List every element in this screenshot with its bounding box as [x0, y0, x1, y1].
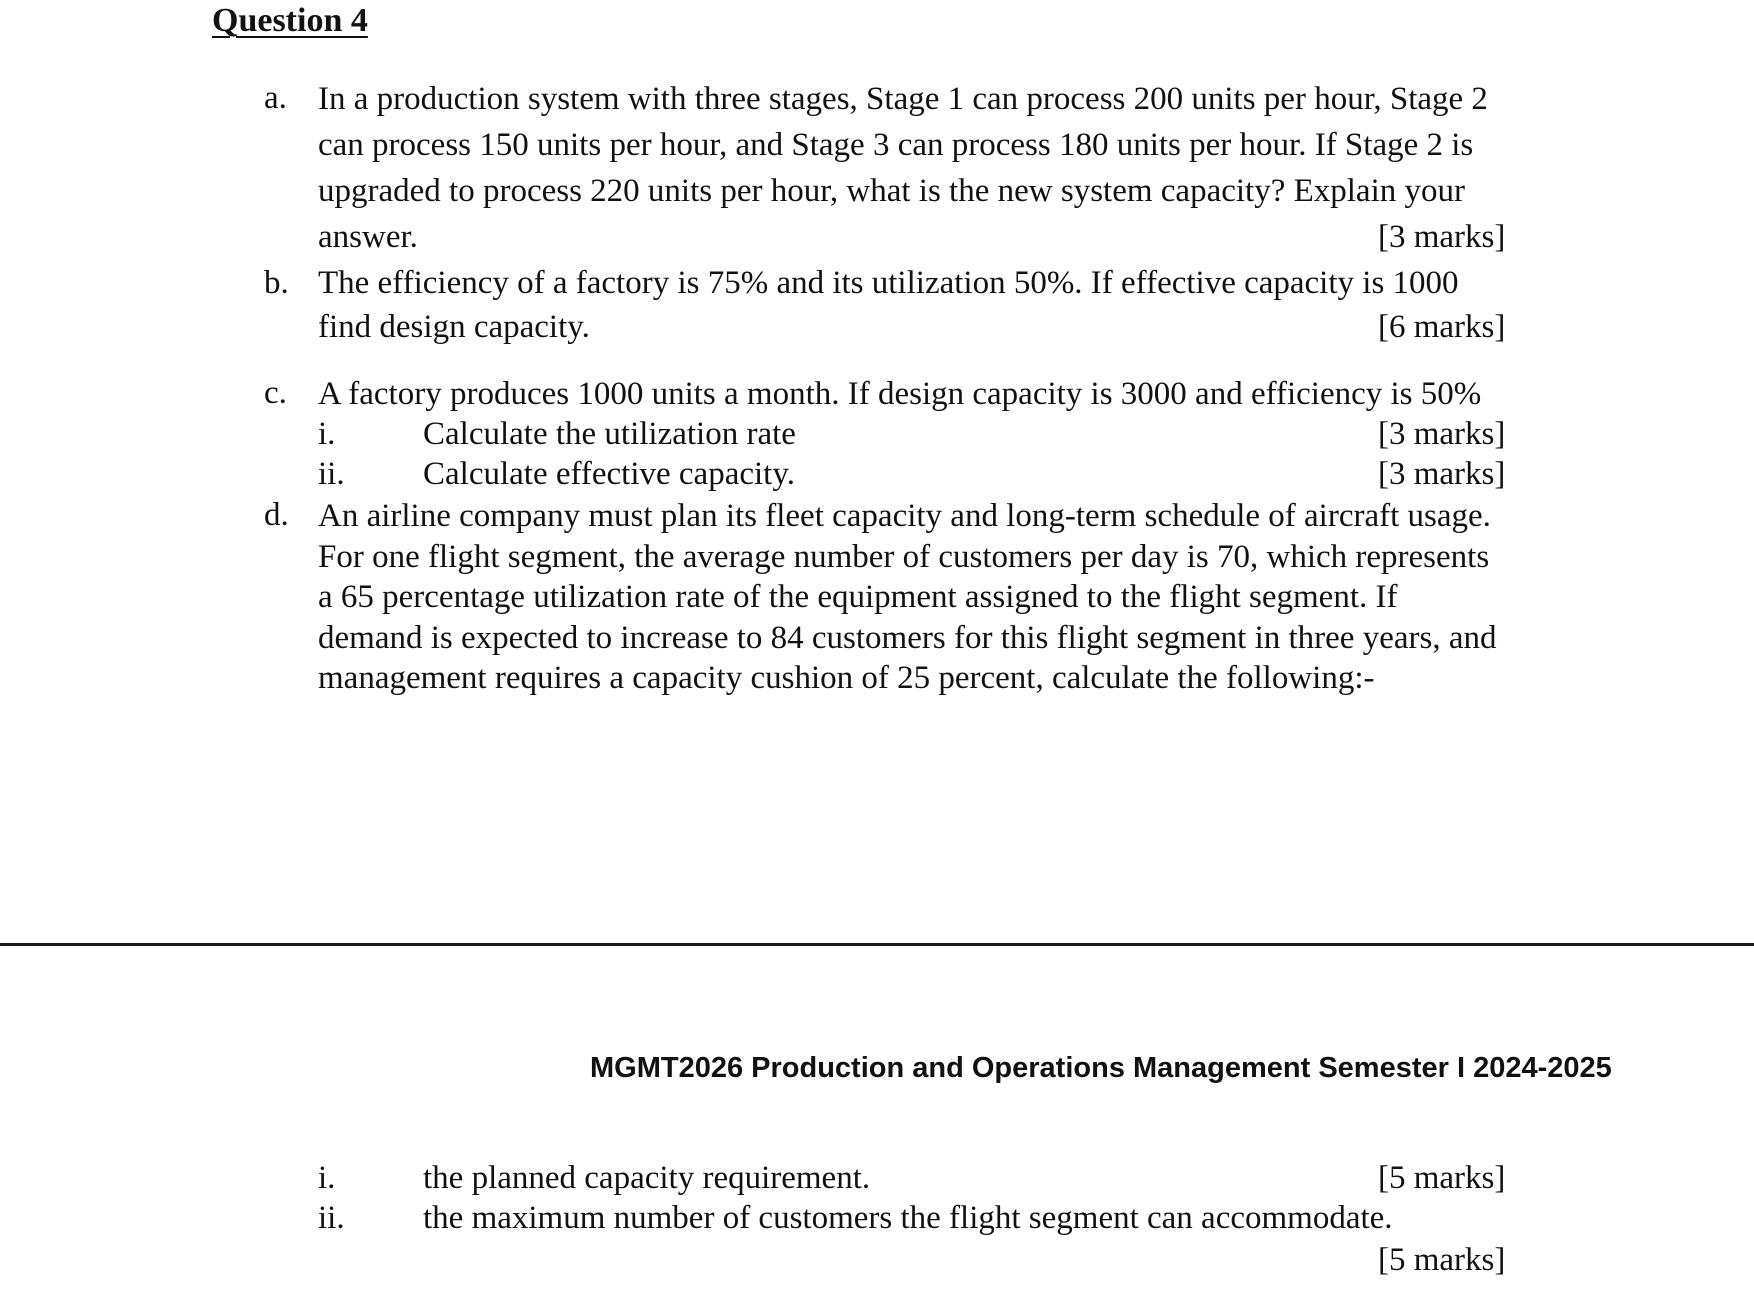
part-c-label: c. — [264, 375, 287, 411]
part-d-line-5: management requires a capacity cushion of 25 percent, calculate the following:- — [318, 660, 1375, 696]
part-d-sub-i-marks: [5 marks] — [1378, 1160, 1506, 1196]
part-b-label: b. — [264, 265, 289, 301]
part-a-marks: [3 marks] — [1378, 219, 1506, 255]
part-c-sub-ii-text: Calculate effective capacity. — [423, 456, 795, 492]
part-a-line-1: In a production system with three stages, Stage 1 can process 200 units per hour, Stage 2 — [318, 81, 1488, 117]
part-c-sub-i-num: i. — [318, 416, 336, 452]
part-d-line-1: An airline company must plan its fleet capacity and long-term schedule of aircraft usage. — [318, 498, 1491, 534]
part-c-sub-ii-marks: [3 marks] — [1378, 456, 1506, 492]
part-b-line-2: find design capacity. — [318, 309, 590, 345]
part-d-sub-i-text: the planned capacity requirement. — [423, 1160, 871, 1196]
part-a-text — [318, 76, 1488, 260]
part-a-line-2: can process 150 units per hour, and Stage 3 can process 180 units per hour. If Stage 2 is — [318, 127, 1474, 163]
part-b-line-1: The efficiency of a factory is 75% and its utilization 50%. If effective capacity is 1000 — [318, 265, 1459, 301]
part-d-sub-ii-marks: [5 marks] — [1378, 1242, 1506, 1278]
part-d-line-4: demand is expected to increase to 84 customers for this flight segment in three years, and — [318, 619, 1497, 656]
part-c-text: A factory produces 1000 units a month. If design capacity is 3000 and efficiency is 50% — [318, 376, 1482, 412]
page-divider — [0, 943, 1754, 946]
part-b-marks: [6 marks] — [1378, 309, 1506, 345]
part-d-text — [318, 496, 1496, 699]
part-a-label: a. — [264, 80, 287, 116]
part-c-sub-ii-num: ii. — [318, 456, 345, 492]
page-footer: MGMT2026 Production and Operations Management Semester I 2024-2025 — [590, 1052, 1612, 1084]
question-title: Question 4 — [212, 2, 368, 39]
part-d-sub-i-num: i. — [318, 1160, 336, 1196]
part-b-text — [318, 261, 1459, 349]
part-d-label: d. — [264, 497, 289, 533]
part-a-line-3: upgraded to process 220 units per hour, what is the new system capacity? Explain your — [318, 173, 1465, 209]
part-d-sub-ii-text: the maximum number of customers the flight segment can accommodate. — [423, 1200, 1393, 1236]
part-d-line-2: For one flight segment, the average number of customers per day is 70, which represents — [318, 538, 1490, 575]
part-c-sub-i-marks: [3 marks] — [1378, 416, 1506, 452]
part-a-line-4: answer. — [318, 219, 418, 255]
part-d-sub-ii-num: ii. — [318, 1200, 345, 1236]
part-d-line-3: a 65 percentage utilization rate of the equipment assigned to the flight segment. If — [318, 579, 1398, 615]
part-c-sub-i-text: Calculate the utilization rate — [423, 416, 796, 452]
